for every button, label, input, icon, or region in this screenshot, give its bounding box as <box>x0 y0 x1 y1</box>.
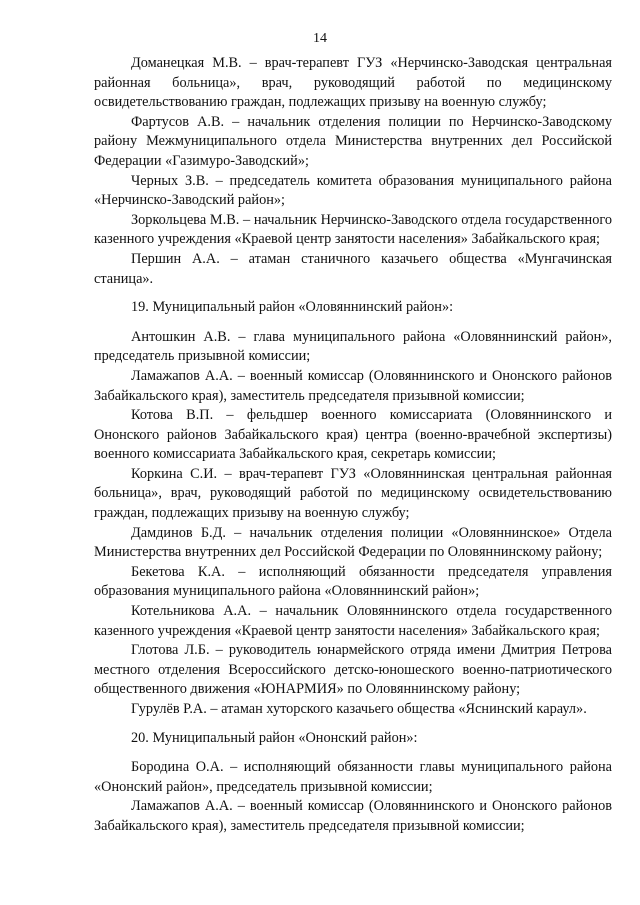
paragraph-glotova: Глотова Л.Б. – руководитель юнармейского отряда имени Дмитрия Петрова местного отделения Всероссийского детско-юношеского военно-патриотического общественного движения «ЮНАРМИЯ» по Оловяннинскому району; <box>94 642 612 698</box>
document-body <box>94 54 612 837</box>
paragraph-korkina: Коркина С.И. – врач-терапевт ГУЗ «Оловяннинская центральная районная больница», врач, руководящий работой по медицинскому освидетельствованию граждан, подлежащих призыву на военную службу; <box>94 465 612 522</box>
paragraph-fartusov: Фартусов А.В. – начальник отделения полиции по Нерчинско-Заводскому району Межмуниципального отдела Министерства внутренних дел Российской Федерации «Газимуро-Заводский»; <box>94 113 612 169</box>
paragraph-pershin: Першин А.А. – атаман станичного казачьего общества «Мунгачинская станица». <box>94 250 612 287</box>
paragraph-chernykh: Черных З.В. – председатель комитета образования муниципального района «Нерчинско-Заводский район»; <box>94 172 612 209</box>
paragraph-kotelnikova: Котельникова А.А. – начальник Оловяннинского отдела государственного казенного учреждения «Краевой центр занятости населения» Забайкальского края; <box>94 603 612 639</box>
paragraph-lamazhapov-1: Ламажапов А.А. – военный комиссар (Оловяннинского и Ононского районов Забайкальского края), заместитель председателя призывной комиссии; <box>94 367 612 404</box>
paragraph-borodina: Бородина О.А. – исполняющий обязанности главы муниципального района «Ононский район», председатель призывной комиссии; <box>94 759 612 795</box>
page-number: 14 <box>313 31 327 46</box>
section-heading-ononsky: 20. Муниципальный район «Ононский район»: <box>131 729 418 746</box>
section-heading-olovyanninsky: 19. Муниципальный район «Оловяннинский район»: <box>131 299 454 316</box>
paragraph-beketova: Бекетова К.А. – исполняющий обязанности председателя управления образования муниципального района «Оловяннинский район»; <box>94 563 612 600</box>
paragraph-zorkoltseva: Зоркольцева М.В. – начальник Нерчинско-Заводского отдела государственного казенного учреждения «Краевой центр занятости населения» Забайкальского края; <box>94 211 612 248</box>
paragraph-damdinov: Дамдинов Б.Д. – начальник отделения полиции «Оловяннинское» Отдела Министерства внутренних дел Российской Федерации по Оловяннинскому району; <box>94 524 612 561</box>
paragraph-kotova: Котова В.П. – фельдшер военного комиссариата (Оловяннинского и Ононского районов Забайкальского края) центра (военно-врачебной экспертизы) военного комиссариата Забайкальского края, секретарь комиссии; <box>94 407 612 463</box>
paragraph-gurulev: Гурулёв Р.А. – атаман хуторского казачьего общества «Яснинский караул». <box>131 701 587 717</box>
paragraph-lamazhapov-2: Ламажапов А.А. – военный комиссар (Оловяннинского и Ононского районов Забайкальского края), заместитель председателя призывной комиссии; <box>94 798 612 834</box>
paragraph-domanetskaya: Доманецкая М.В. – врач-терапевт ГУЗ «Нерчинско-Заводская центральная районная больница», врач, руководящий работой по медицинскому освидетельствованию граждан, подлежащих призыву на военную службу; <box>94 55 612 111</box>
paragraph-antoshkin: Антошкин А.В. – глава муниципального района «Оловяннинский район», председатель призывной комиссии; <box>94 328 612 365</box>
